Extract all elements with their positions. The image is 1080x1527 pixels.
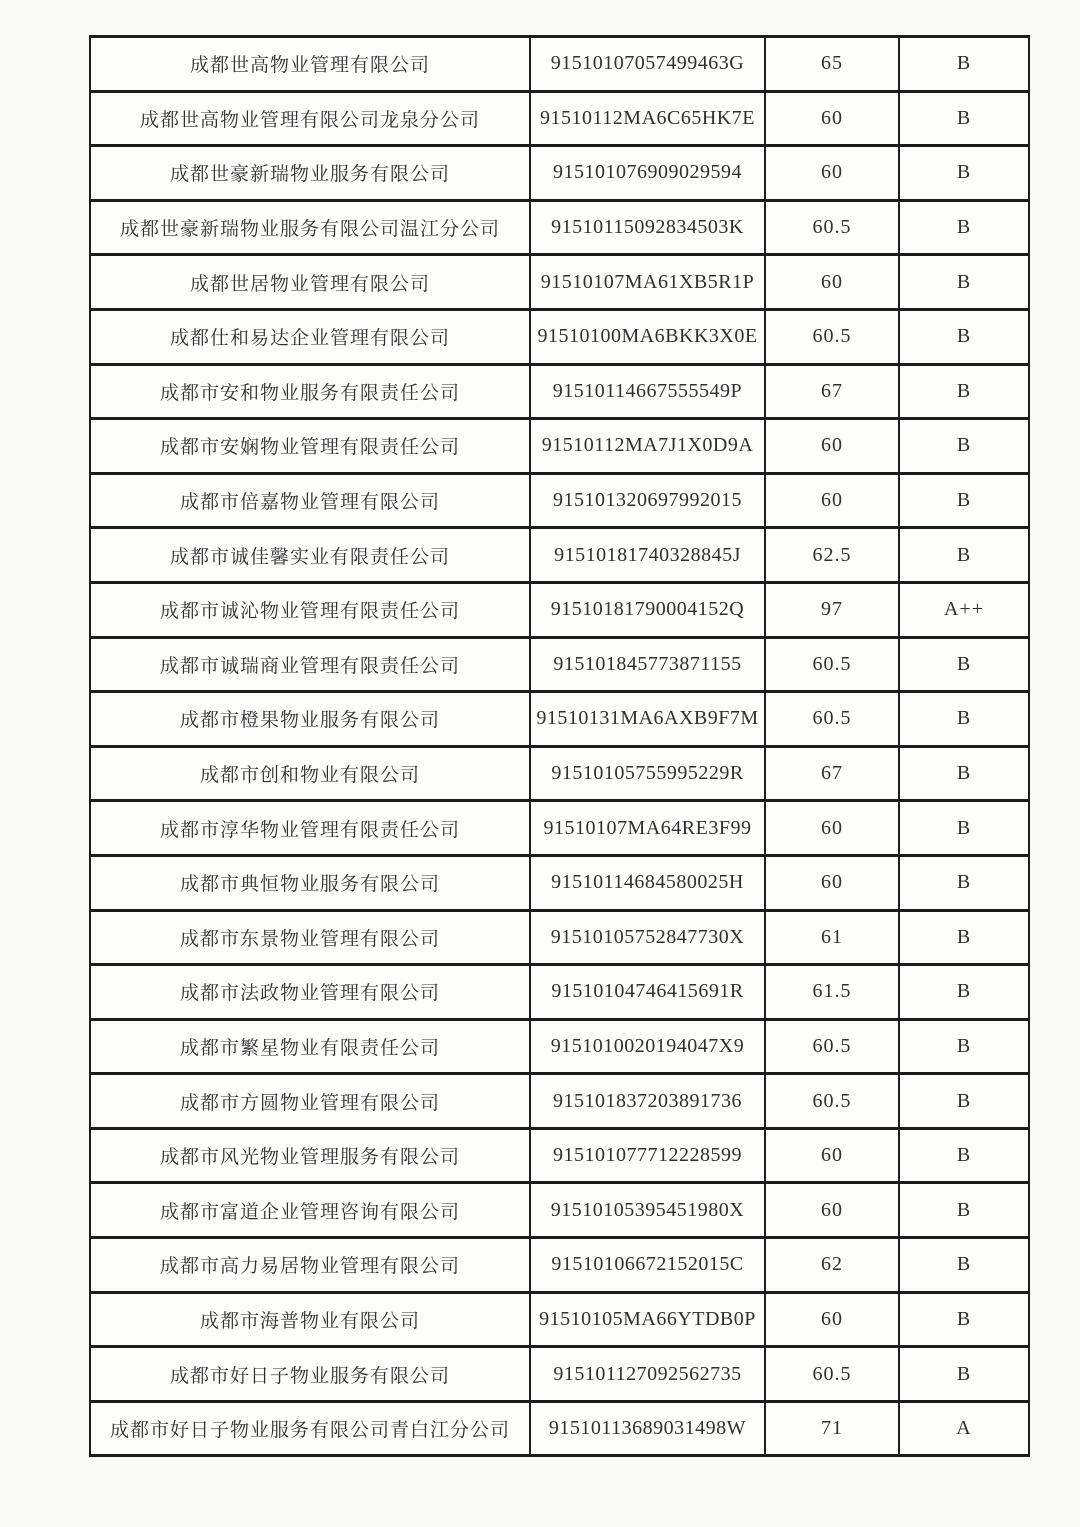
credit-code-cell: 91510114667555549P xyxy=(530,364,765,419)
credit-code-cell: 91510105752847730X xyxy=(530,910,765,965)
rating-grade-cell: B xyxy=(899,910,1029,965)
table-row xyxy=(90,1128,1029,1183)
table-row xyxy=(90,91,1029,146)
company-name-cell: 成都市诚瑞商业管理有限责任公司 xyxy=(90,637,530,692)
company-name-cell: 成都市好日子物业服务有限公司 xyxy=(90,1347,530,1402)
table-row xyxy=(90,855,1029,910)
company-name-cell: 成都市好日子物业服务有限公司青白江分公司 xyxy=(90,1401,530,1456)
score-cell: 60.5 xyxy=(765,1074,899,1129)
credit-code-cell: 91510106672152015C xyxy=(530,1238,765,1293)
rating-grade-cell: B xyxy=(899,801,1029,856)
rating-table-body xyxy=(90,37,1029,1456)
rating-grade-cell: B xyxy=(899,473,1029,528)
score-cell: 60.5 xyxy=(765,1347,899,1402)
credit-code-cell: 915101845773871155 xyxy=(530,637,765,692)
table-row xyxy=(90,146,1029,201)
company-name-cell: 成都市典恒物业服务有限公司 xyxy=(90,855,530,910)
company-name-cell: 成都世豪新瑞物业服务有限公司 xyxy=(90,146,530,201)
score-cell: 60.5 xyxy=(765,200,899,255)
company-name-cell: 成都市法政物业管理有限公司 xyxy=(90,965,530,1020)
credit-code-cell: 91510104746415691R xyxy=(530,965,765,1020)
company-name-cell: 成都市倍嘉物业管理有限公司 xyxy=(90,473,530,528)
credit-code-cell: 91510181790004152Q xyxy=(530,582,765,637)
credit-code-cell: 91510100MA6BKK3X0E xyxy=(530,309,765,364)
table-row xyxy=(90,473,1029,528)
rating-grade-cell: A++ xyxy=(899,582,1029,637)
company-name-cell: 成都市东景物业管理有限公司 xyxy=(90,910,530,965)
company-name-cell: 成都市橙果物业服务有限公司 xyxy=(90,692,530,747)
credit-code-cell: 91510181740328845J xyxy=(530,528,765,583)
score-cell: 60 xyxy=(765,473,899,528)
company-name-cell: 成都世高物业管理有限公司 xyxy=(90,37,530,92)
credit-code-cell: 91510105395451980X xyxy=(530,1183,765,1238)
rating-grade-cell: B xyxy=(899,364,1029,419)
rating-grade-cell: B xyxy=(899,37,1029,92)
credit-code-cell: 91510107057499463G xyxy=(530,37,765,92)
score-cell: 60 xyxy=(765,1128,899,1183)
credit-code-cell: 91510105755995229R xyxy=(530,746,765,801)
company-name-cell: 成都世居物业管理有限公司 xyxy=(90,255,530,310)
credit-code-cell: 91510112MA7J1X0D9A xyxy=(530,419,765,474)
table-row xyxy=(90,582,1029,637)
rating-grade-cell: B xyxy=(899,419,1029,474)
credit-code-cell: 9151010020194047X9 xyxy=(530,1019,765,1074)
table-row xyxy=(90,419,1029,474)
credit-code-cell: 91510114684580025H xyxy=(530,855,765,910)
company-name-cell: 成都市富道企业管理咨询有限公司 xyxy=(90,1183,530,1238)
score-cell: 60.5 xyxy=(765,692,899,747)
rating-grade-cell: B xyxy=(899,200,1029,255)
credit-code-cell: 91510115092834503K xyxy=(530,200,765,255)
score-cell: 60.5 xyxy=(765,637,899,692)
table-row xyxy=(90,910,1029,965)
rating-grade-cell: B xyxy=(899,146,1029,201)
rating-grade-cell: B xyxy=(899,1074,1029,1129)
table-row xyxy=(90,1238,1029,1293)
rating-grade-cell: B xyxy=(899,1019,1029,1074)
rating-grade-cell: B xyxy=(899,692,1029,747)
score-cell: 60 xyxy=(765,419,899,474)
company-name-cell: 成都市风光物业管理服务有限公司 xyxy=(90,1128,530,1183)
score-cell: 62.5 xyxy=(765,528,899,583)
credit-code-cell: 91510107MA64RE3F99 xyxy=(530,801,765,856)
credit-code-cell: 91510107MA61XB5R1P xyxy=(530,255,765,310)
score-cell: 60 xyxy=(765,255,899,310)
table-row xyxy=(90,801,1029,856)
score-cell: 60 xyxy=(765,1183,899,1238)
rating-grade-cell: B xyxy=(899,1292,1029,1347)
rating-grade-cell: B xyxy=(899,1238,1029,1293)
score-cell: 62 xyxy=(765,1238,899,1293)
rating-grade-cell: B xyxy=(899,1128,1029,1183)
credit-code-cell: 915101076909029594 xyxy=(530,146,765,201)
table-row xyxy=(90,309,1029,364)
score-cell: 60 xyxy=(765,146,899,201)
company-name-cell: 成都市方圆物业管理有限公司 xyxy=(90,1074,530,1129)
company-name-cell: 成都世高物业管理有限公司龙泉分公司 xyxy=(90,91,530,146)
table-row xyxy=(90,1183,1029,1238)
table-row xyxy=(90,528,1029,583)
company-name-cell: 成都市安和物业服务有限责任公司 xyxy=(90,364,530,419)
company-name-cell: 成都市创和物业有限公司 xyxy=(90,746,530,801)
table-row xyxy=(90,364,1029,419)
company-name-cell: 成都市繁星物业有限责任公司 xyxy=(90,1019,530,1074)
rating-grade-cell: B xyxy=(899,528,1029,583)
rating-table xyxy=(89,35,1030,1457)
score-cell: 61.5 xyxy=(765,965,899,1020)
score-cell: 60.5 xyxy=(765,309,899,364)
rating-grade-cell: B xyxy=(899,1347,1029,1402)
credit-code-cell: 91510105MA66YTDB0P xyxy=(530,1292,765,1347)
credit-code-cell: 91510131MA6AXB9F7M xyxy=(530,692,765,747)
score-cell: 67 xyxy=(765,746,899,801)
score-cell: 60.5 xyxy=(765,1019,899,1074)
credit-code-cell: 915101837203891736 xyxy=(530,1074,765,1129)
score-cell: 67 xyxy=(765,364,899,419)
rating-grade-cell: B xyxy=(899,309,1029,364)
table-row xyxy=(90,1401,1029,1456)
score-cell: 60 xyxy=(765,91,899,146)
rating-grade-cell: B xyxy=(899,855,1029,910)
credit-code-cell: 915101077712228599 xyxy=(530,1128,765,1183)
company-name-cell: 成都市安娴物业管理有限责任公司 xyxy=(90,419,530,474)
table-row xyxy=(90,200,1029,255)
rating-grade-cell: B xyxy=(899,255,1029,310)
credit-code-cell: 91510112MA6C65HK7E xyxy=(530,91,765,146)
table-row xyxy=(90,637,1029,692)
score-cell: 71 xyxy=(765,1401,899,1456)
credit-code-cell: 91510113689031498W xyxy=(530,1401,765,1456)
rating-grade-cell: B xyxy=(899,91,1029,146)
rating-grade-cell: B xyxy=(899,965,1029,1020)
table-row xyxy=(90,965,1029,1020)
table-row xyxy=(90,255,1029,310)
rating-grade-cell: B xyxy=(899,746,1029,801)
rating-grade-cell: B xyxy=(899,1183,1029,1238)
company-name-cell: 成都世豪新瑞物业服务有限公司温江分公司 xyxy=(90,200,530,255)
table-row xyxy=(90,37,1029,92)
rating-grade-cell: A xyxy=(899,1401,1029,1456)
score-cell: 60 xyxy=(765,1292,899,1347)
table-row xyxy=(90,1019,1029,1074)
score-cell: 60 xyxy=(765,855,899,910)
rating-grade-cell: B xyxy=(899,637,1029,692)
score-cell: 60 xyxy=(765,801,899,856)
table-row xyxy=(90,1292,1029,1347)
company-name-cell: 成都市诚沁物业管理有限责任公司 xyxy=(90,582,530,637)
company-name-cell: 成都市诚佳馨实业有限责任公司 xyxy=(90,528,530,583)
table-row xyxy=(90,746,1029,801)
table-row xyxy=(90,692,1029,747)
credit-code-cell: 915101127092562735 xyxy=(530,1347,765,1402)
credit-code-cell: 915101320697992015 xyxy=(530,473,765,528)
company-name-cell: 成都市海普物业有限公司 xyxy=(90,1292,530,1347)
company-name-cell: 成都市高力易居物业管理有限公司 xyxy=(90,1238,530,1293)
table-row xyxy=(90,1347,1029,1402)
score-cell: 97 xyxy=(765,582,899,637)
score-cell: 61 xyxy=(765,910,899,965)
score-cell: 65 xyxy=(765,37,899,92)
company-name-cell: 成都市淳华物业管理有限责任公司 xyxy=(90,801,530,856)
company-name-cell: 成都仕和易达企业管理有限公司 xyxy=(90,309,530,364)
table-row xyxy=(90,1074,1029,1129)
